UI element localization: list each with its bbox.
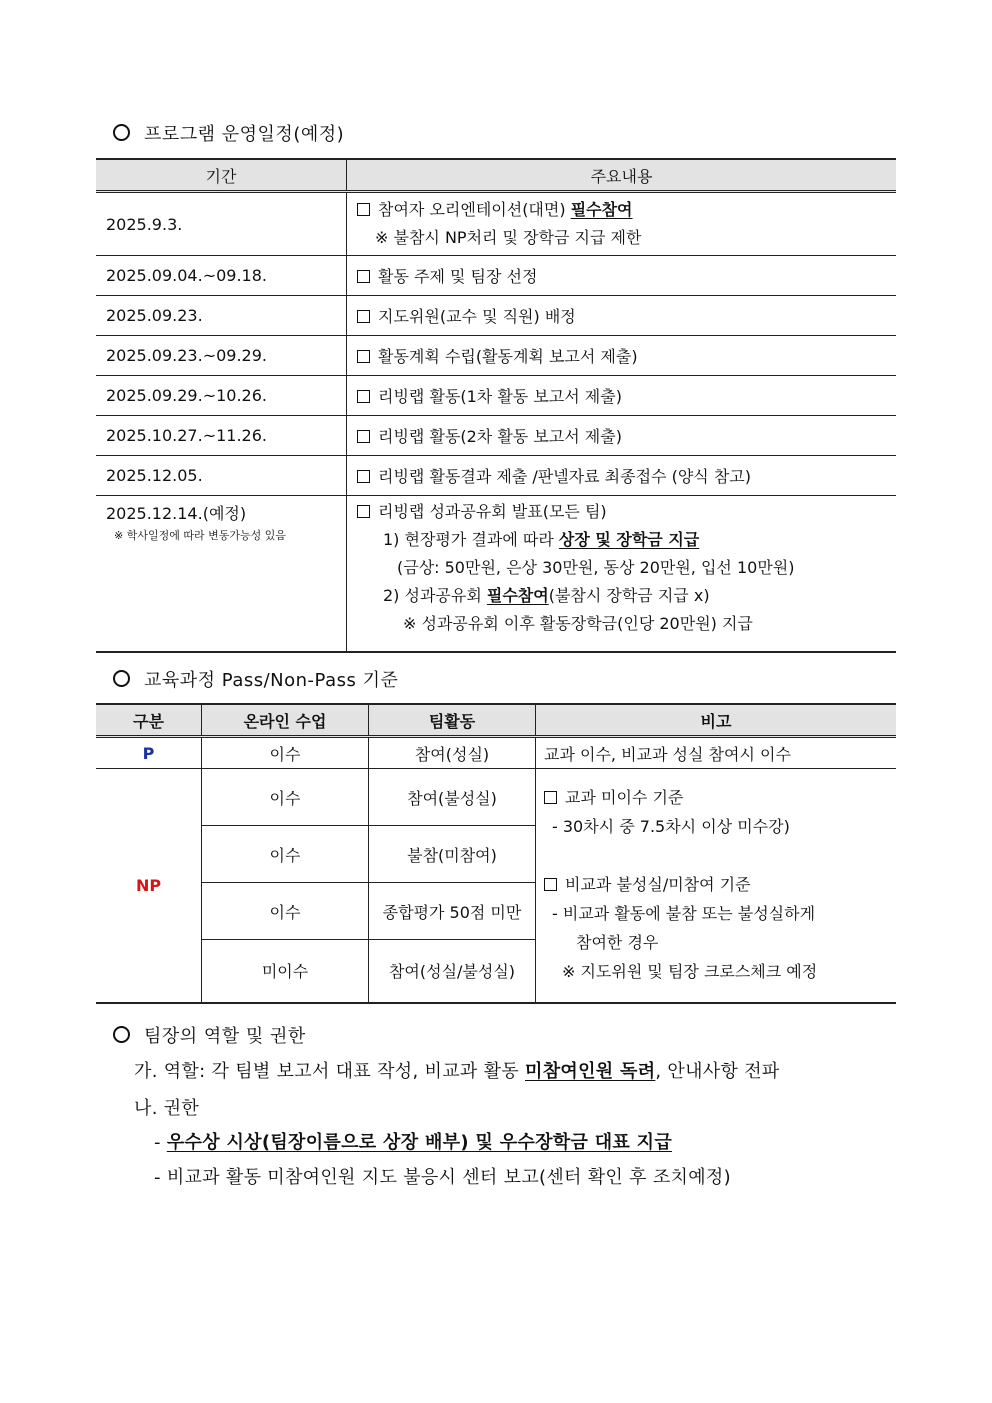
content-cell: 활동계획 수립(활동계획 보고서 제출) [347, 336, 897, 376]
checkbox-square-icon [357, 350, 370, 363]
header-grade: 구분 [96, 704, 202, 737]
content-cell: 리빙랩 활동(1차 활동 보고서 제출) [347, 376, 897, 416]
period-cell: 2025.12.05. [96, 456, 347, 496]
table-header-row [96, 159, 896, 192]
header-content: 주요내용 [347, 159, 897, 192]
team-cell: 불참(미참여) [369, 826, 536, 883]
period-cell: 2025.09.04.~09.18. [96, 256, 347, 296]
content-cell: 리빙랩 성과공유회 발표(모든 팀) 1) 현장평가 결과에 따라 상장 및 장학금 지급 (금상: 50만원, 은상 30만원, 동상 20만원, 입선 10만원) 2) 성과공유회 필수참여(불참시 장학금 지급 x) ※ 성과공유회 이후 활동장학금(인당 20만원) 지급 [347, 496, 897, 652]
np-note-cell: 교과 미이수 기준 - 30차시 중 7.5차시 이상 미수강) 비교과 불성실/미참여 기준 - 비교과 활동에 불참 또는 불성실하게 참여한 경우 ※ 지도위원 및 팀장 크로스체크 예정 [536, 769, 897, 1003]
team-cell: 참여(불성실) [369, 769, 536, 826]
period-note: ※ 학사일정에 따라 변동가능성 있음 [114, 529, 286, 542]
content-cell: 활동 주제 및 팀장 선정 [347, 256, 897, 296]
authority-item-1: - 우수상 시상(팀장이름으로 상장 배부) 및 우수장학금 대표 지급 [154, 1132, 673, 1153]
section-heading-pass-criteria: 교육과정 Pass/Non-Pass 기준 [113, 666, 398, 692]
checkbox-square-icon [357, 203, 370, 216]
online-cell: 이수 [202, 883, 369, 940]
emphasis-text: 상장 및 장학금 지급 [558, 530, 700, 549]
checkbox-square-icon [544, 878, 557, 891]
table-row [96, 296, 896, 336]
emphasis-text: 필수참여 [570, 200, 633, 219]
content-cell: 참여자 오리엔테이션(대면) 필수참여 ※ 불참시 NP처리 및 장학금 지급 제한 [347, 192, 897, 256]
table-row [96, 416, 896, 456]
circle-bullet-icon [113, 124, 130, 141]
online-cell: 미이수 [202, 940, 369, 1003]
checkbox-square-icon [357, 390, 370, 403]
circle-bullet-icon [113, 1026, 130, 1043]
table-row [96, 769, 896, 826]
header-note: 비고 [536, 704, 897, 737]
online-cell: 이수 [202, 769, 369, 826]
section-heading-leader-role: 팀장의 역할 및 권한 [113, 1022, 306, 1048]
table-row [96, 737, 896, 769]
team-cell: 종합평가 50점 미만 [369, 883, 536, 940]
period-cell: 2025.12.14.(예정) ※ 학사일정에 따라 변동가능성 있음 [96, 496, 347, 652]
authority-heading: 나. 권한 [134, 1098, 200, 1119]
table-row [96, 376, 896, 416]
emphasis-text: 필수참여 [486, 586, 549, 605]
team-cell: 참여(성실/불성실) [369, 940, 536, 1003]
section-heading-schedule: 프로그램 운영일정(예정) [113, 120, 344, 146]
content-cell: 리빙랩 활동(2차 활동 보고서 제출) [347, 416, 897, 456]
period-cell: 2025.10.27.~11.26. [96, 416, 347, 456]
period-cell: 2025.09.23. [96, 296, 347, 336]
checkbox-square-icon [357, 310, 370, 323]
table-row [96, 496, 896, 652]
team-cell: 참여(성실) [369, 737, 536, 769]
checkbox-square-icon [544, 791, 557, 804]
checkbox-square-icon [357, 505, 370, 518]
content-cell: 지도위원(교수 및 직원) 배정 [347, 296, 897, 336]
header-team: 팀활동 [369, 704, 536, 737]
table-row [96, 192, 896, 256]
header-online: 온라인 수업 [202, 704, 369, 737]
grade-np: NP [96, 769, 202, 1003]
period-cell: 2025.09.23.~09.29. [96, 336, 347, 376]
checkbox-square-icon [357, 430, 370, 443]
online-cell: 이수 [202, 737, 369, 769]
period-cell: 2025.9.3. [96, 192, 347, 256]
grade-p: P [96, 737, 202, 769]
pass-criteria-table [96, 703, 896, 1004]
checkbox-square-icon [357, 270, 370, 283]
period-cell: 2025.09.29.~10.26. [96, 376, 347, 416]
header-period: 기간 [96, 159, 347, 192]
circle-bullet-icon [113, 670, 130, 687]
note-cell: 교과 이수, 비교과 성실 참여시 이수 [536, 737, 897, 769]
emphasis-text: 우수상 시상(팀장이름으로 상장 배부) 및 우수장학금 대표 지급 [166, 1132, 673, 1153]
authority-item-2: - 비교과 활동 미참여인원 지도 불응시 센터 보고(센터 확인 후 조치예정) [154, 1167, 731, 1188]
schedule-table [96, 158, 896, 653]
table-row [96, 336, 896, 376]
role-line: 가. 역할: 각 팀별 보고서 대표 작성, 비교과 활동 미참여인원 독려, 안내사항 전파 [134, 1061, 780, 1082]
online-cell: 이수 [202, 826, 369, 883]
checkbox-square-icon [357, 470, 370, 483]
content-cell: 리빙랩 활동결과 제출 /판넬자료 최종접수 (양식 참고) [347, 456, 897, 496]
table-header-row [96, 704, 896, 737]
table-row [96, 456, 896, 496]
table-row [96, 256, 896, 296]
emphasis-text: 미참여인원 독려 [525, 1061, 656, 1082]
